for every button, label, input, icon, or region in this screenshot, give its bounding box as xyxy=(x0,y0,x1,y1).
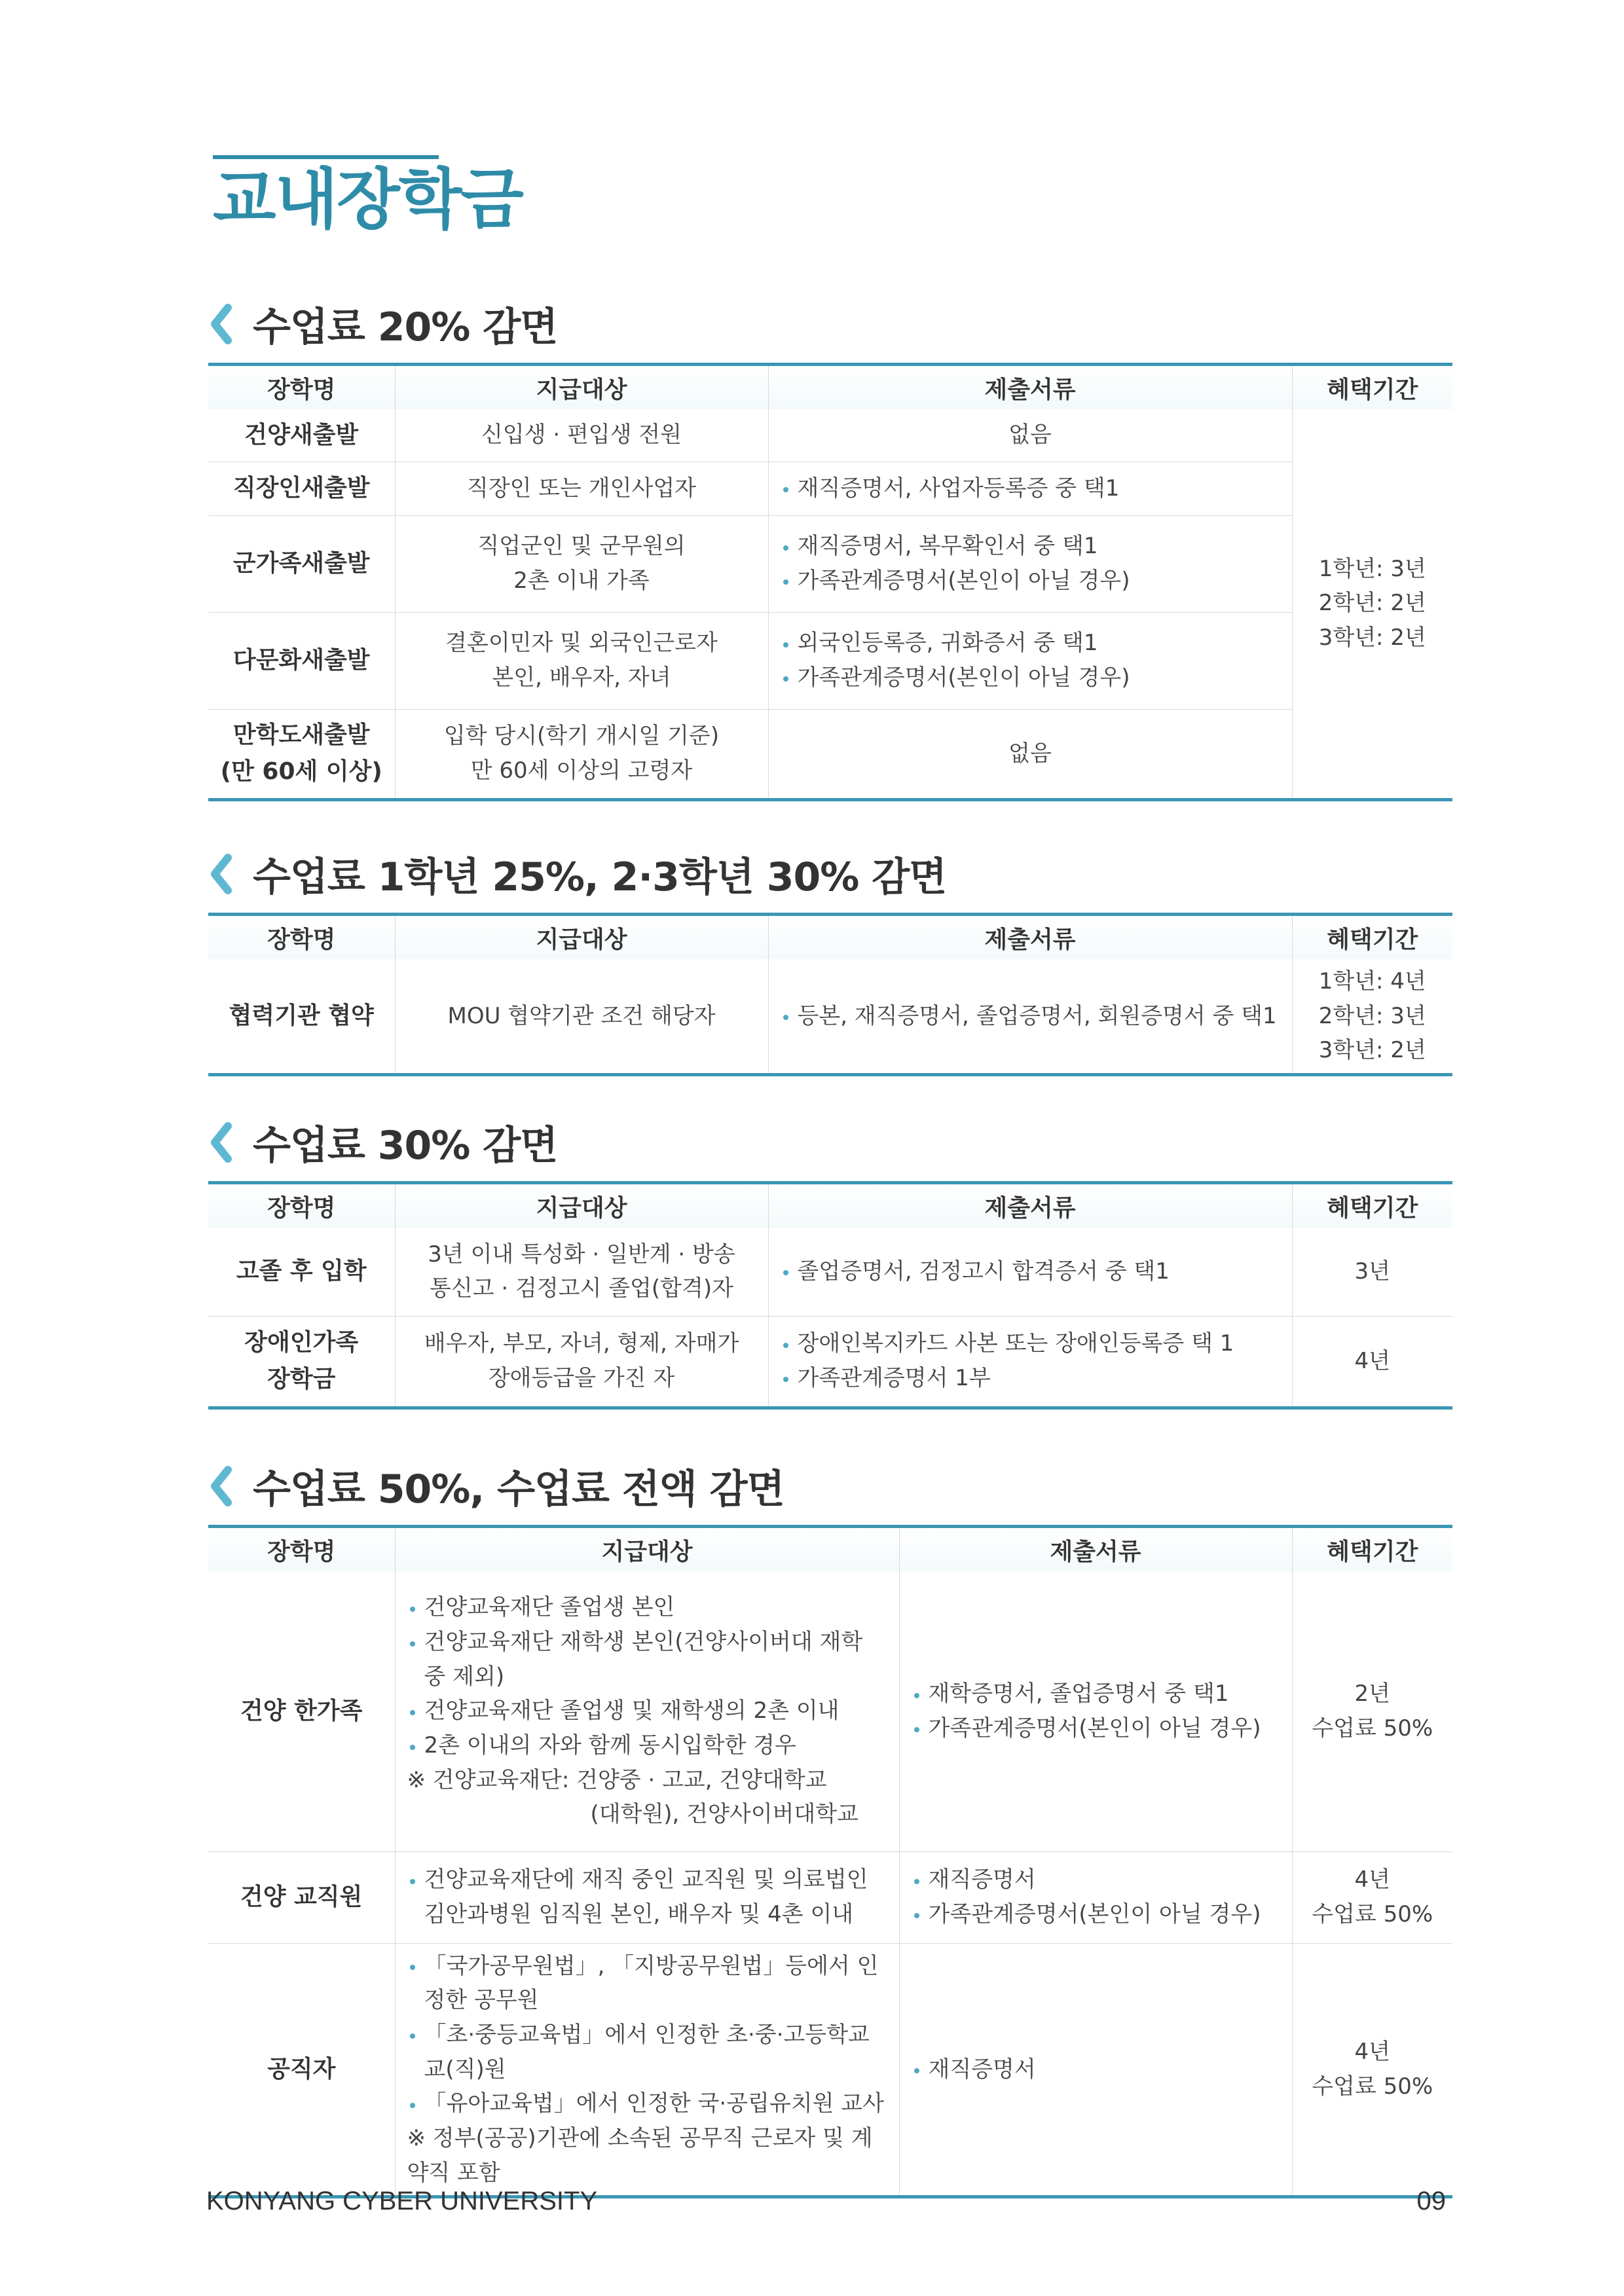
scholarship-name: 장애인가족 xyxy=(244,1329,359,1357)
table-row xyxy=(208,1228,1452,1316)
scholarship-table xyxy=(208,1525,1452,2198)
target-text: 직업군인 및 군무원의 xyxy=(477,533,686,560)
page-number: 09 xyxy=(1416,2187,1446,2215)
period-text: 1학년: 3년 xyxy=(1318,555,1426,582)
docs-item: 재직증명서, 사업자등록증 중 택1 xyxy=(781,471,1280,506)
target-item: 「유아교육법」에서 인정한 국·공립유치원 교사 xyxy=(407,2086,887,2121)
scholarship-table xyxy=(208,363,1452,801)
period-text: 4년 xyxy=(1354,2039,1390,2066)
target-item: 건양교육재단 재학생 본인(건양사이버대 재학 중 제외) xyxy=(407,1625,887,1694)
table-row xyxy=(208,515,1452,612)
table-row xyxy=(208,1571,1452,1851)
period-text: 2년 xyxy=(1354,1681,1390,1707)
target-text: MOU 협약기관 조건 해당자 xyxy=(447,1002,716,1029)
scholarship-name: 군가족새출발 xyxy=(232,550,370,577)
docs-text: 없음 xyxy=(1008,422,1052,448)
period-cell xyxy=(1292,409,1452,799)
period-text: 1학년: 4년 xyxy=(1318,968,1426,994)
table-row xyxy=(208,1316,1452,1408)
section-title: 수업료 20% 감면 xyxy=(253,304,558,350)
scholarship-name: 고졸 후 입학 xyxy=(236,1258,367,1285)
scholarship-name: 건양 교직원 xyxy=(240,1884,363,1911)
target-text: 입학 당시(학기 개시일 기준) xyxy=(443,723,720,750)
target-text: 2촌 이내 가족 xyxy=(513,568,650,594)
scholarship-name: 협력기관 협약 xyxy=(229,1002,374,1030)
period-text: 수업료 50% xyxy=(1312,1715,1433,1741)
period-text: 2학년: 2년 xyxy=(1318,590,1426,617)
scholarship-name: 공직자 xyxy=(267,2056,336,2083)
header-docs: 제출서류 xyxy=(768,915,1292,960)
header-period: 혜택기간 xyxy=(1292,1527,1452,1572)
scholarship-name: 장학금 xyxy=(267,1366,336,1393)
docs-item: 가족관계증명서(본인이 아닐 경우) xyxy=(781,661,1280,695)
scholarship-name: 직장인새출발 xyxy=(232,475,370,502)
target-text: 본인, 배우자, 자녀 xyxy=(492,665,671,691)
header-docs: 제출서류 xyxy=(899,1527,1292,1572)
scholarship-name-sub: (만 60세 이상) xyxy=(220,758,382,785)
period-text: 3학년: 2년 xyxy=(1318,1037,1426,1064)
header-name: 장학명 xyxy=(208,365,395,410)
chevron-left-icon xyxy=(208,304,240,344)
target-text: 결혼이민자 및 외국인근로자 xyxy=(445,630,718,657)
header-name: 장학명 xyxy=(208,1183,395,1228)
header-name: 장학명 xyxy=(208,915,395,960)
section-title: 수업료 30% 감면 xyxy=(253,1123,558,1169)
table-row xyxy=(208,409,1452,462)
period-text: 3학년: 2년 xyxy=(1318,625,1426,651)
period-text: 수업료 50% xyxy=(1312,1901,1433,1927)
table-row xyxy=(208,1943,1452,2197)
docs-item: 재학증명서, 졸업증명서 중 택1 xyxy=(912,1677,1280,1711)
section-tuition-20 xyxy=(208,295,1452,801)
target-note: (대학원), 건양사이버대학교 xyxy=(590,1801,858,1828)
section-tuition-25-30 xyxy=(208,845,1452,1076)
docs-item: 졸업증명서, 검정고시 합격증서 중 택1 xyxy=(781,1254,1280,1289)
header-docs: 제출서류 xyxy=(768,1183,1292,1228)
page-title: 교내장학금 xyxy=(213,161,523,238)
table-row xyxy=(208,959,1452,1075)
target-note: ※ 건양교육재단: 건양중 · 고교, 건양대학교 xyxy=(407,1766,827,1793)
docs-item: 가족관계증명서 1부 xyxy=(781,1361,1280,1396)
title-accent-bar xyxy=(213,155,439,159)
target-text: 직장인 또는 개인사업자 xyxy=(466,475,697,501)
period-text: 4년 xyxy=(1354,1867,1390,1893)
table-row xyxy=(208,709,1452,799)
header-target: 지급대상 xyxy=(395,1527,899,1572)
docs-item: 가족관계증명서(본인이 아닐 경우) xyxy=(781,564,1280,598)
docs-item: 장애인복지카드 사본 또는 장애인등록증 택 1 xyxy=(781,1326,1280,1361)
target-item: 건양교육재단에 재직 중인 교직원 및 의료법인 김안과병원 임직원 본인, 배우자 및 4촌 이내 xyxy=(407,1863,887,1931)
docs-item: 가족관계증명서(본인이 아닐 경우) xyxy=(912,1711,1280,1746)
header-docs: 제출서류 xyxy=(768,365,1292,410)
section-tuition-30 xyxy=(208,1113,1452,1410)
header-name: 장학명 xyxy=(208,1527,395,1572)
chevron-left-icon xyxy=(208,1466,240,1506)
target-text: 배우자, 부모, 자녀, 형제, 자매가 xyxy=(424,1330,739,1357)
target-item: 건양교육재단 졸업생 본인 xyxy=(407,1590,887,1625)
header-target: 지급대상 xyxy=(395,1183,768,1228)
docs-item: 재직증명서 xyxy=(912,1863,1280,1897)
target-item: 2촌 이내의 자와 함께 동시입학한 경우 xyxy=(407,1728,887,1763)
target-text: 신입생 · 편입생 전원 xyxy=(481,422,682,448)
docs-text: 없음 xyxy=(1008,740,1052,767)
target-item: 「초·중등교육법」에서 인정한 초·중·고등학교 교(직)원 xyxy=(407,2018,887,2086)
target-text: 만 60세 이상의 고령자 xyxy=(470,757,693,784)
target-text: 3년 이내 특성화 · 일반계 · 방송 xyxy=(428,1241,735,1267)
header-period: 혜택기간 xyxy=(1292,1183,1452,1228)
target-item: 「국가공무원법」, 「지방공무원법」등에서 인정한 공무원 xyxy=(407,1949,887,2018)
section-title: 수업료 50%, 수업료 전액 감면 xyxy=(253,1467,784,1512)
docs-item: 외국인등록증, 귀화증서 중 택1 xyxy=(781,626,1280,661)
period-text: 수업료 50% xyxy=(1312,2073,1433,2100)
scholarship-name: 만학도새출발 xyxy=(232,721,370,749)
target-text: 통신고 · 검정고시 졸업(합격)자 xyxy=(430,1275,733,1302)
target-note: ※ 정부(공공)기관에 소속된 공무직 근로자 및 계약직 포함 xyxy=(407,2124,873,2186)
target-item: 건양교육재단 졸업생 및 재학생의 2촌 이내 xyxy=(407,1694,887,1728)
header-period: 혜택기간 xyxy=(1292,915,1452,960)
table-row xyxy=(208,1851,1452,1943)
scholarship-name: 건양새출발 xyxy=(244,421,359,448)
docs-item: 등본, 재직증명서, 졸업증명서, 회원증명서 중 택1 xyxy=(781,999,1280,1034)
header-target: 지급대상 xyxy=(395,915,768,960)
target-text: 장애등급을 가진 자 xyxy=(488,1365,675,1391)
header-target: 지급대상 xyxy=(395,365,768,410)
chevron-left-icon xyxy=(208,854,240,894)
section-title: 수업료 1학년 25%, 2·3학년 30% 감면 xyxy=(253,854,947,900)
period-text: 4년 xyxy=(1354,1347,1390,1374)
docs-item: 재직증명서 xyxy=(912,2052,1280,2087)
scholarship-table xyxy=(208,1181,1452,1410)
section-tuition-50-full xyxy=(208,1457,1452,2198)
period-text: 2학년: 3년 xyxy=(1318,1002,1426,1029)
table-row xyxy=(208,462,1452,515)
header-period: 혜택기간 xyxy=(1292,365,1452,410)
docs-item: 가족관계증명서(본인이 아닐 경우) xyxy=(912,1897,1280,1932)
scholarship-name: 건양 한가족 xyxy=(240,1697,363,1724)
footer-brand: KONYANG CYBER UNIVERSITY xyxy=(206,2187,598,2215)
scholarship-name: 다문화새출발 xyxy=(232,647,370,674)
scholarship-table xyxy=(208,913,1452,1076)
docs-item: 재직증명서, 복무확인서 중 택1 xyxy=(781,529,1280,564)
table-row xyxy=(208,612,1452,709)
chevron-left-icon xyxy=(208,1122,240,1163)
period-text: 3년 xyxy=(1354,1258,1390,1285)
